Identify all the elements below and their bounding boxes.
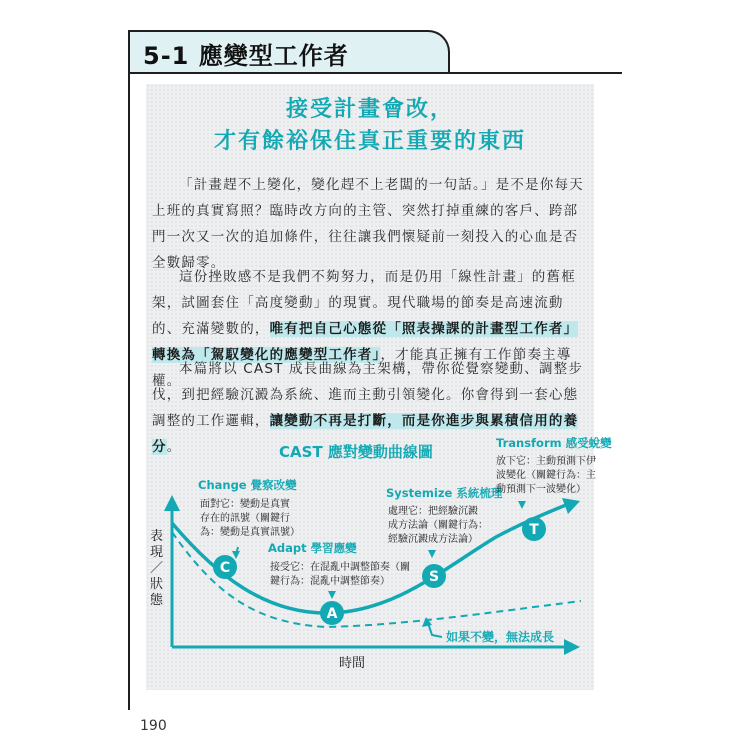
adapt-line-2: 鍵行為：混亂中調整節奏） [270, 576, 390, 587]
change-heading: Change 覺察改變 [198, 478, 297, 492]
adapt-line-1: 接受它：在混亂中調整節奏（關 [270, 562, 410, 573]
change-line-3: 為：變動是真實訊號） [200, 527, 300, 538]
node-c [213, 555, 237, 579]
x-axis-arrow [564, 639, 580, 655]
paragraph-3-tail: 。 [166, 439, 182, 455]
systemize-line-3: 經驗沉澱成方法論） [388, 534, 478, 545]
paragraph-2-text: 這份挫敗感不是我們不夠努力，而是仍用「線性計畫」的舊框架，試圖套住「高度變動」的現實。現代職場的節奏是高速流動的、充滿變數的， [152, 269, 576, 337]
headline-line-2: 才有餘裕保住真正重要的東西 [213, 129, 526, 154]
paragraph-1: 「計畫趕不上變化，變化趕不上老闆的一句話。」是不是你每天上班的真實寫照？臨時改方向的主管、突然打掉重練的客戶、跨部門一次又一次的追加條件，往往讓我們懷疑前一刻投入的心血是否全數歸零。 [152, 177, 584, 271]
y-axis-label [150, 529, 164, 608]
section-title: 5-1 應變型工作者 [143, 42, 349, 70]
adapt-pointer-head [328, 591, 336, 599]
change-line-2: 存在的訊號（關鍵行 [200, 513, 290, 524]
node-c-letter: C [219, 560, 231, 576]
y-axis-arrow [164, 495, 180, 511]
paragraph-3-highlight: 讓變動不再是打斷，而是你進步與累積信用的養分 [152, 413, 579, 455]
paragraph-2-tail: ，才能真正擁有工作節奏主導權。 [152, 347, 572, 389]
systemize-callout [386, 486, 503, 545]
headline-line-1: 接受計畫會改， [285, 97, 454, 122]
node-a [320, 601, 344, 625]
cast-curve-diagram [146, 435, 612, 685]
transform-line-2: 波變化（關鍵行為：主 [496, 470, 596, 481]
node-a-letter: A [326, 606, 338, 622]
node-t [522, 517, 546, 541]
node-s [422, 564, 446, 588]
no-change-label: 如果不變，無法成長 [446, 630, 555, 644]
x-axis-label: 時間 [339, 656, 366, 671]
paragraph-3-text: 本篇將以 CAST 成長曲線為主架構，帶你從覺察變動、調整步伐，到把經驗沉澱為系統、進而主動引領變化。你會得到一套心態調整的工作邏輯， [152, 361, 584, 429]
transform-line-1: 放下它：主動預測下伊 [496, 456, 596, 467]
transform-pointer-head [518, 501, 526, 509]
no-change-pointer-head [422, 617, 432, 627]
y-axis-label-char-3: ／ [150, 561, 164, 576]
adapt-callout [268, 541, 410, 587]
paragraph-2-highlight: 唯有把自己心態從「照表操課的計畫型工作者」轉換為「駕馭變化的應變型工作者」 [152, 321, 579, 363]
diagram-title: CAST 應對變動曲線圖 [279, 443, 433, 461]
y-axis-label-char-4: 狀 [150, 577, 164, 592]
transform-heading: Transform 感受蛻變 [496, 436, 612, 450]
y-axis-label-char-5: 態 [150, 593, 164, 608]
transform-line-3: 動預測下一波變化） [496, 484, 586, 495]
y-axis-label-char-1: 表 [150, 529, 164, 544]
y-axis-label-char-2: 現 [150, 545, 164, 560]
adapt-heading: Adapt 學習應變 [268, 541, 357, 555]
systemize-line-1: 處理它：把經驗沉澱 [388, 506, 478, 517]
change-pointer-head [232, 551, 240, 559]
systemize-pointer-head [428, 550, 436, 558]
change-callout [198, 478, 300, 538]
node-s-letter: S [428, 569, 440, 585]
change-line-1: 面對它：變動是真實 [200, 499, 290, 510]
systemize-heading: Systemize 系統梳理 [386, 486, 503, 500]
page-number: 190 [140, 718, 167, 734]
systemize-line-2: 成方法論（關鍵行為： [388, 520, 488, 531]
node-t-letter: T [529, 522, 539, 538]
